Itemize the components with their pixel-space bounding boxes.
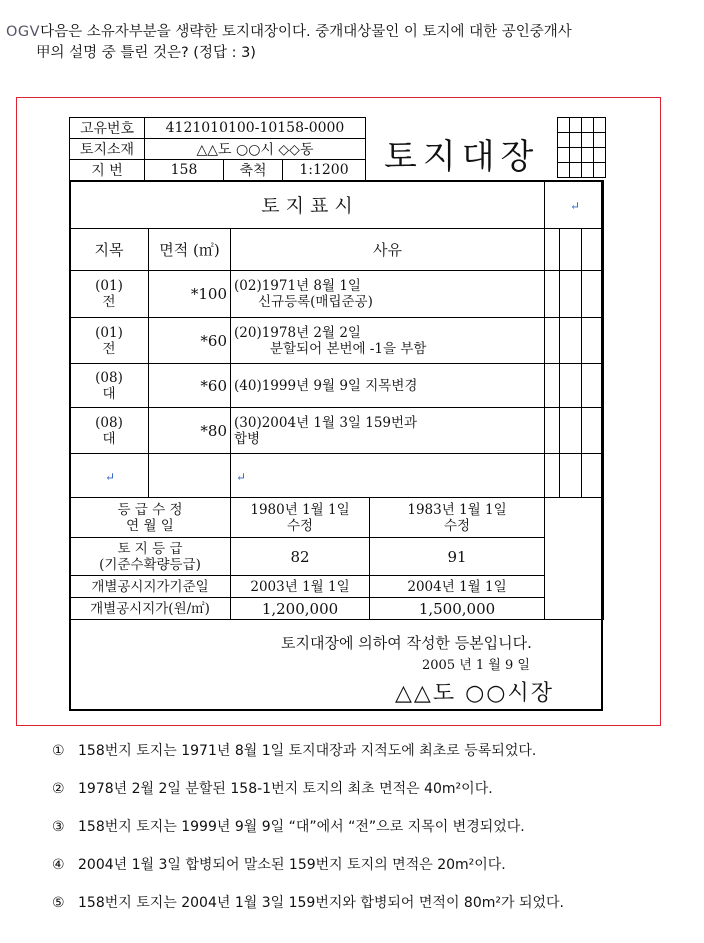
return-mark: ↵ [104,469,116,484]
category-code: (01) [95,278,123,294]
col-category: 지목 [70,229,149,271]
col-reason: 사유 [231,229,545,271]
option-text: 158번지 토지는 2004년 1월 3일 159번지와 합병되어 면적이 80m²가 되었다. [78,895,564,911]
location-label: 토지소재 [70,139,145,160]
area-value: *60 [149,364,231,408]
grade-change-2-note: 수정 [443,517,471,534]
ledger-title: 토지대장 [384,137,540,177]
category-code: (08) [95,414,123,431]
table-row [70,364,604,408]
category-name: 대 [102,385,116,402]
land-grade-label-2: (기준수확량등급) [99,556,201,573]
question-prefix: OGV [6,24,41,40]
category-name: 전 [102,340,116,357]
land-display-table [69,180,604,620]
answer-options [52,740,564,930]
land-grade-label-1: 토 지 등 급 [117,540,183,557]
price-2: 1,500,000 [370,598,545,620]
return-mark: ↵ [236,469,247,484]
table-row [70,318,604,364]
option-2[interactable]: ② 1978년 2월 2일 분할된 158-1번지 토지의 최초 면적은 40m²이다. [52,781,493,797]
col-area: 면적 (㎡) [149,229,231,271]
category-code: (01) [95,324,123,341]
land-grade-1: 82 [231,538,370,576]
ledger-header-table [69,117,366,181]
grade-change-label-1: 등 급 수 정 [117,501,183,518]
lot-value: 158 [145,160,224,181]
reason-line-1: (02)1971년 8월 1일 [234,278,361,294]
location-value: △△도 ○○시 ◇◇동 [145,139,366,160]
return-mark: ↵ [569,198,581,213]
price-1: 1,200,000 [231,598,370,620]
area-value: *80 [149,408,231,454]
option-text: 158번지 토지는 1999년 9월 9일 “대”에서 “전”으로 지목이 변경되었다. [78,819,525,835]
category-code: (08) [95,369,123,386]
certify-text: 토지대장에 의하여 작성한 등본입니다. [281,634,532,652]
reason-line-1: (30)2004년 1월 3일 159번과 [234,414,418,431]
id-value: 4121010100-10158-0000 [145,118,366,139]
question-line-2: 甲의 설명 중 틀린 것은? (정답 : 3) [36,45,256,61]
category-name: 대 [102,430,116,447]
issuer-signature: △△도 ○○시장 [395,681,554,706]
page-index-grid [557,117,606,178]
scale-value: 1:1200 [283,160,366,181]
reason-line-2: 합병 [234,430,261,447]
id-label: 고유번호 [70,118,145,139]
option-4[interactable]: ④ 2004년 1월 3일 합병되어 말소된 159번지 토지의 면적은 20m²이다. [52,857,506,873]
grade-change-1-note: 수정 [286,517,314,534]
question-line-1: 다음은 소유자부분을 생략한 토지대장이다. 중개대상물인 이 토지에 대한 공인중개사 [40,24,572,40]
price-date-label: 개별공시지가기준일 [70,576,231,598]
reason-line-1: (40)1999년 9월 9일 지목변경 [234,377,418,394]
option-text: 2004년 1월 3일 합병되어 말소된 159번지 토지의 면적은 20m²이다. [78,857,506,873]
area-value: *100 [149,271,231,318]
reason-line-2: 신규등록(매립준공) [258,294,373,310]
price-date-2: 2004년 1월 1일 [370,576,545,598]
section-title: 토 지 표 시 [70,181,545,229]
option-1[interactable]: ① 158번지 토지는 1971년 8월 1일 토지대장과 지적도에 최초로 등록되었다. [52,743,537,759]
reason-line-2: 분할되어 본번에 -1을 부함 [270,340,427,357]
price-label: 개별공시지가(원/㎡) [70,598,231,620]
table-row [70,271,604,318]
table-row [70,408,604,454]
question-text [6,22,700,64]
issue-date: 2005 년 1 월 9 일 [422,658,530,673]
option-3[interactable]: ③ 158번지 토지는 1999년 9월 9일 “대”에서 “전”으로 지목이 변경되었다. [52,819,525,835]
price-date-1: 2003년 1월 1일 [231,576,370,598]
grade-change-1-date: 1980년 1월 1일 [250,501,350,518]
option-5[interactable]: ⑤ 158번지 토지는 2004년 1월 3일 159번지와 합병되어 면적이 80m²가 되었다. [52,895,564,911]
option-text: 158번지 토지는 1971년 8월 1일 토지대장과 지적도에 최초로 등록되었다. [78,743,537,759]
reason-line-1: (20)1978년 2월 2일 [234,324,361,341]
option-text: 1978년 2월 2일 분할된 158-1번지 토지의 최초 면적은 40m²이다. [78,781,493,797]
category-name: 전 [102,294,116,310]
lot-label: 지 번 [70,160,145,181]
scale-label: 축척 [224,160,283,181]
land-grade-2: 91 [370,538,545,576]
grade-change-2-date: 1983년 1월 1일 [407,501,507,518]
area-value: *60 [149,318,231,364]
grade-change-label-2: 연 월 일 [126,517,174,534]
